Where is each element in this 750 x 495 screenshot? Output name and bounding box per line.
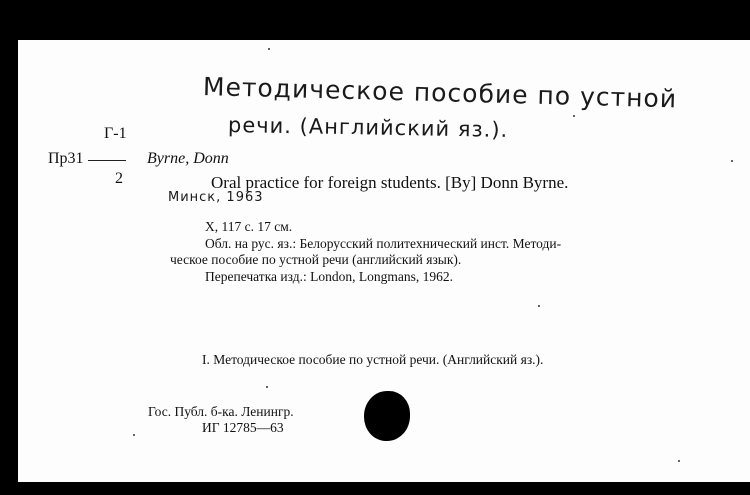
handwritten-title-line1: Методическое пособие по устной (202, 72, 678, 114)
note1-line2: ческое пособие по устной речи (английский язык). (170, 252, 462, 267)
note1-line1: Обл. на рус. яз.: Белорусский политехнический инст. Методи- (205, 236, 562, 251)
card-number: ИГ 12785—63 (202, 420, 284, 435)
speck (538, 305, 540, 307)
ink-blot (364, 391, 410, 441)
title-line: Oral practice for foreign students. [By] Donn Byrne. (211, 173, 569, 192)
collation: X, 117 с. 17 см. (205, 219, 293, 234)
handwritten-title-line2: речи. (Английский яз.). (227, 113, 509, 142)
speck (268, 48, 270, 50)
speck (731, 160, 733, 162)
classification-bottom: 2 (115, 170, 123, 187)
library-stamp: Гос. Публ. б-ка. Ленингр. (148, 404, 294, 419)
author-heading: Byrne, Donn (147, 150, 229, 167)
subject-tracing: I. Методическое пособие по устной речи. (Английский яз.). (202, 352, 544, 367)
speck (573, 115, 575, 117)
speck (678, 460, 680, 462)
speck (133, 434, 135, 436)
classification-top: Г-1 (104, 125, 127, 142)
call-number-rule (88, 160, 126, 161)
handwritten-imprint: Минск, 1963 (168, 190, 264, 205)
speck (266, 386, 268, 388)
catalog-card (18, 40, 750, 482)
call-number: Пр31 (48, 150, 84, 167)
reprint-note: Перепечатка изд.: London, Longmans, 1962. (205, 269, 453, 284)
